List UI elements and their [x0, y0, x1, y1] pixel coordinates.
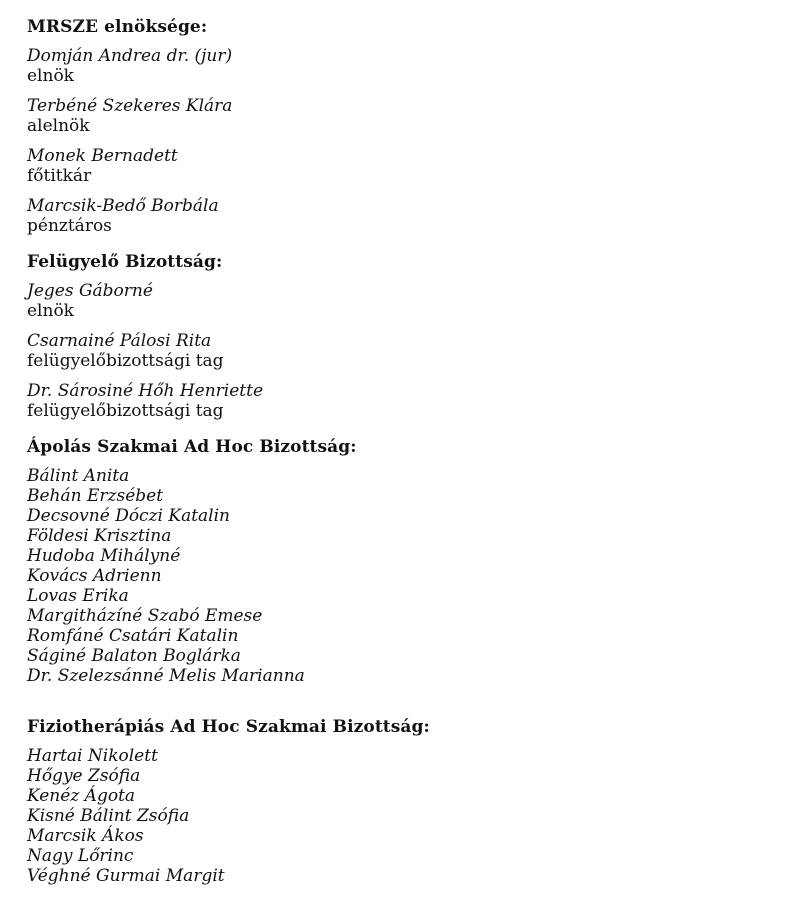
member-entry — [27, 766, 780, 786]
section-spacer — [27, 686, 780, 701]
member-entry — [27, 526, 780, 546]
member-entry — [27, 606, 780, 626]
member-role: főtitkár — [27, 166, 92, 186]
member-entry — [27, 196, 780, 236]
member-name: Margitházíné Szabó Emese — [27, 606, 263, 626]
member-name: Marcsik Ákos — [27, 826, 144, 846]
member-role: alelnök — [27, 116, 90, 136]
member-entry — [27, 566, 780, 586]
member-entry — [27, 466, 780, 486]
member-name: Lovas Erika — [27, 586, 129, 606]
member-entry — [27, 806, 780, 826]
section-elnokseg — [27, 16, 780, 236]
member-entry — [27, 626, 780, 646]
member-name: Hőgye Zsófia — [27, 766, 141, 786]
member-name: Marcsik-Bedő Borbála — [27, 196, 219, 216]
member-role: pénztáros — [27, 216, 112, 236]
member-entry — [27, 96, 780, 136]
member-name: Ságiné Balaton Boglárka — [27, 646, 241, 666]
member-entry — [27, 586, 780, 606]
member-name: Monek Bernadett — [27, 146, 178, 166]
member-entry — [27, 846, 780, 866]
member-name: Jeges Gáborné — [27, 281, 153, 301]
member-entry — [27, 826, 780, 846]
section-fizioterapias-bizottsag — [27, 716, 780, 886]
member-entry — [27, 506, 780, 526]
member-name: Dr. Szelezsánné Melis Marianna — [27, 666, 305, 686]
section-title: Felügyelő Bizottság: — [27, 252, 223, 272]
member-name: Földesi Krisztina — [27, 526, 172, 546]
member-entry — [27, 746, 780, 766]
member-name: Kenéz Ágota — [27, 786, 136, 806]
member-role: elnök — [27, 301, 74, 321]
member-name: Kovács Adrienn — [27, 566, 162, 586]
member-name: Decsovné Dóczi Katalin — [27, 506, 230, 526]
member-name: Dr. Sárosiné Hőh Henriette — [27, 381, 264, 401]
member-name: Bálint Anita — [27, 466, 130, 486]
member-role: felügyelőbizottsági tag — [27, 351, 224, 371]
member-entry — [27, 281, 780, 321]
section-title: MRSZE elnöksége: — [27, 17, 208, 37]
member-entry — [27, 666, 780, 686]
member-name: Kisné Bálint Zsófia — [27, 806, 190, 826]
section-title: Ápolás Szakmai Ad Hoc Bizottság: — [27, 437, 357, 457]
member-name: Hudoba Mihályné — [27, 546, 181, 566]
section-title: Fiziotherápiás Ad Hoc Szakmai Bizottság: — [27, 717, 430, 737]
member-name: Hartai Nikolett — [27, 746, 158, 766]
member-name: Behán Erzsébet — [27, 486, 164, 506]
document-page — [27, 16, 780, 901]
section-felugyelo-bizottsag — [27, 251, 780, 421]
member-entry — [27, 546, 780, 566]
member-name: Domján Andrea dr. (jur) — [27, 46, 233, 66]
member-name: Terbéné Szekeres Klára — [27, 96, 233, 116]
member-entry — [27, 646, 780, 666]
section-apolas-bizottsag — [27, 436, 780, 701]
member-entry — [27, 46, 780, 86]
member-entry — [27, 486, 780, 506]
member-name: Csarnainé Pálosi Rita — [27, 331, 212, 351]
member-role: elnök — [27, 66, 74, 86]
member-name: Nagy Lőrinc — [27, 846, 134, 866]
member-entry — [27, 866, 780, 886]
member-entry — [27, 146, 780, 186]
member-role: felügyelőbizottsági tag — [27, 401, 224, 421]
member-entry — [27, 381, 780, 421]
member-entry — [27, 786, 780, 806]
member-entry — [27, 331, 780, 371]
member-name: Romfáné Csatári Katalin — [27, 626, 239, 646]
member-name: Véghné Gurmai Margit — [27, 866, 225, 886]
